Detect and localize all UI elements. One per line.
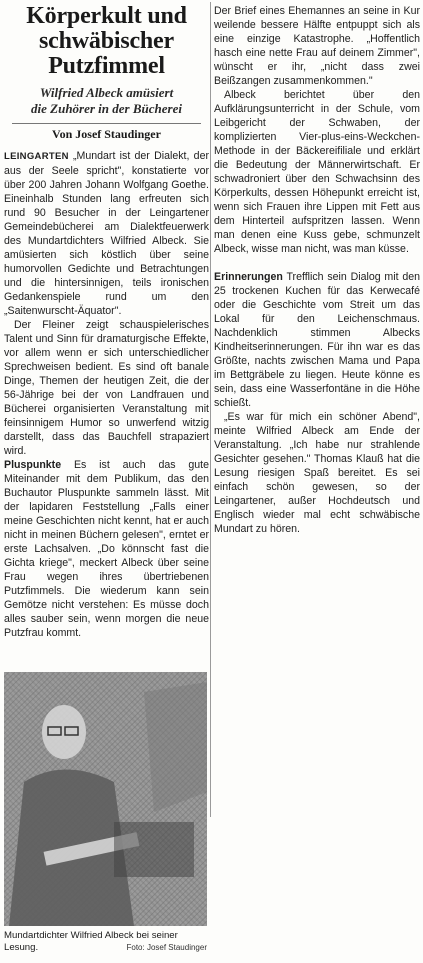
subheadline — [4, 85, 209, 117]
paragraph-2: Der Fleiner zeigt schauspielerisches Talent und Sinn für dramaturgische Effekte, vor allem wenn er sich unterschiedlicher Sprechweisen bedient. Es sind oft banale Dinge, Themen der heutigen Zeit, die der 56-Jährige bei der von Landfrauen und Bücherei organisierten Veranstaltung mit feinsinnigem Humor so unwerfend witzig darstellt, dass das Bauchfell strapaziert wird. — [4, 319, 209, 457]
section-pluspunkte — [4, 458, 209, 640]
section-2-kicker: Erinnerungen — [214, 271, 283, 283]
dateline: LEINGARTEN — [4, 151, 69, 162]
photo-caption-block — [4, 930, 209, 954]
column-divider — [210, 2, 211, 817]
intro-text: „Mundart ist der Dialekt, der aus der Seele spricht", konstatierte vor über 200 Jahren Johann Wolfgang Goethe. Eineinhalb Stunden lang erfreuten sich rund 90 Besucher in der Leingartener Gemeindebücherei am Dialektfeuerwerk des Mundartdichters Wilfried Albeck. Sie amüsierten sich köstlich über seine humorvollen Gedichte und Betrachtungen und die hintersinnigen, teils ironischen Gedankenspiele rund um den „Saitenwurscht-Äquator". — [4, 150, 209, 317]
photo-caption: Mundartdichter Wilfried Albeck bei seiner Lesung. — [4, 930, 178, 953]
article-body-right — [214, 4, 420, 536]
paragraph-4: Der Brief eines Ehemannes an seine in Kur weilende bessere Hälfte entpuppt sich als eine einzige Katastrophe. „Hoffentlich hasch eine nette Frau auf deinem Zimmer", wünscht er ihr, „nicht dass zwei Beißzangen zusammenkommen." — [214, 5, 420, 87]
headline — [4, 4, 209, 79]
section-1-kicker: Pluspunkte — [4, 459, 62, 471]
byline: Von Josef Staudinger — [12, 123, 201, 141]
left-column — [4, 0, 209, 640]
person-silhouette-image — [4, 672, 207, 926]
section-erinnerungen — [214, 270, 420, 410]
section-1-text: Es ist auch das gute Miteinander mit dem Publikum, das den Buchautor Pluspunkte sammeln lässt. Mit der lapidaren Feststellung „Falls einer meine Geschichten nicht kennt, hat er auch nicht in meinen Büchern gelesen", erntet er erste Lachsalven. „Do könnscht fast die Gichta kriege", meckert Albeck über seine Frau wegen ihres übertriebenen Putzfimmels. Die wiederum kann sein Gemötze nicht verstehen: Es müsse doch alles sauber sein, wenn morgen die neue Putzfrau kommt. — [4, 459, 209, 639]
paragraph-5: Albeck berichtet über den Aufklärungsunterricht in der Schule, vom Leibgericht der Schwaben, der komplizierten Vier-plus-eins-Weckchen-Methode in der Bäckereifiliale und erklärt die Bedeutung der Männerwirtschaft. Er schwadroniert über den Schwachsinn des Körperkults, dessen Höhepunkt erreicht ist, wenn sich Frauen ihre Lippen mit Fett aus dem Hinterteil aufspritzen lassen. Wenn man denen eine Kuss gebe, schmunzelt Albeck, wisse man nicht, was man küsse. — [214, 89, 420, 255]
photo-block — [4, 672, 209, 954]
paragraph-7: „Es war für mich ein schöner Abend", meinte Wilfried Albeck am Ende der Veranstaltung. „Ich habe nur strahlende Gesichter gesehen." Thomas Klauß hat die Lesung riesigen Spaß bereitet. Es sei einfach schön gewesen, so der Leingartener, außer Hochdeutsch und Englisch wieder mal echt schwäbische Mundart zu hören. — [214, 411, 420, 535]
article-body-left — [4, 149, 209, 640]
headline-line-1: Körperkult und — [26, 3, 187, 29]
subheadline-line-1: Wilfried Albeck amüsiert — [39, 85, 174, 100]
intro-paragraph — [4, 149, 209, 318]
headline-line-2: schwäbischer — [39, 28, 174, 54]
right-column — [214, 0, 420, 536]
section-2-text: Trefflich sein Dialog mit den 25 trockenen Kuchen für das Kerwecafé oder die Geschichte vom Streit um das Lokal für den Leichenschmaus. Nachdenklich stimmen Albecks Kindheitserinnerungen. Für ihn war es das Größte, nachts zwischen Mama und Papa im Bettgräbele zu liegen. Heute könne es sein, dass eine Wasserfontäne in die Höhe schießt. — [214, 271, 420, 409]
photo-credit: Foto: Josef Staudinger — [126, 943, 207, 952]
author-photo — [4, 672, 207, 926]
headline-line-3: Putzfimmel — [48, 53, 165, 79]
subheadline-line-2: die Zuhörer in der Bücherei — [31, 101, 182, 116]
